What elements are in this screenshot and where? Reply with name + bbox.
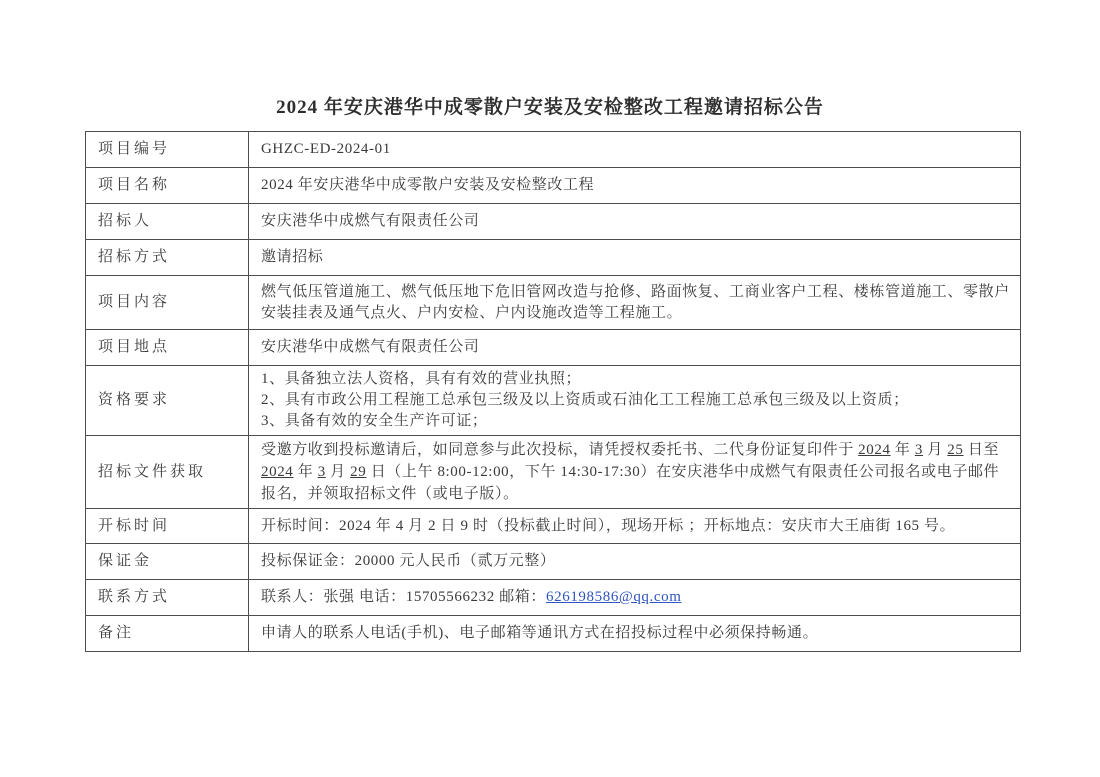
row-value: 安庆港华中成燃气有限责任公司 xyxy=(249,204,1021,240)
row-label: 资格要求 xyxy=(86,366,249,436)
row-label: 招标方式 xyxy=(86,240,249,276)
row-value: 2024 年安庆港华中成零散户安装及安检整改工程 xyxy=(249,168,1021,204)
email-link[interactable]: 626198586@qq.com xyxy=(546,589,682,605)
row-label: 开标时间 xyxy=(86,509,249,544)
table-row xyxy=(86,204,1021,240)
row-label: 项目地点 xyxy=(86,330,249,366)
table-row xyxy=(86,168,1021,204)
page-title: 2024 年安庆港华中成零散户安装及安检整改工程邀请招标公告 xyxy=(276,97,824,118)
row-value: 安庆港华中成燃气有限责任公司 xyxy=(249,330,1021,366)
row-value: 开标时间：2024 年 4 月 2 日 9 时（投标截止时间），现场开标 ；开标地点：安庆市大王庙街 165 号。 xyxy=(249,509,1021,544)
row-label: 招标文件获取 xyxy=(86,436,249,509)
table-row xyxy=(86,366,1021,436)
contact-text: 联系人：张强 电话：15705566232 邮箱： xyxy=(261,589,547,605)
table-row xyxy=(86,276,1021,330)
row-label: 联系方式 xyxy=(86,580,249,616)
row-value xyxy=(249,436,1021,509)
row-value: GHZC-ED-2024-01 xyxy=(249,132,1021,168)
tender-info-table xyxy=(85,131,1021,652)
qualification-line: 3、具备有效的安全生产许可证； xyxy=(261,413,488,429)
row-value xyxy=(249,366,1021,436)
row-value: 投标保证金：20000 元人民币（贰万元整） xyxy=(249,544,1021,580)
table-row xyxy=(86,436,1021,509)
table-row xyxy=(86,330,1021,366)
table-row xyxy=(86,132,1021,168)
row-value: 邀请招标 xyxy=(249,240,1021,276)
table-row xyxy=(86,616,1021,652)
row-value: 燃气低压管道施工、燃气低压地下危旧管网改造与抢修、路面恢复、工商业客户工程、楼栋管道施工、零散户安装挂表及通气点火、户内安检、户内设施改造等工程施工。 xyxy=(249,276,1021,330)
row-label: 项目编号 xyxy=(86,132,249,168)
row-label: 项目内容 xyxy=(86,276,249,330)
table-row xyxy=(86,240,1021,276)
row-label: 备注 xyxy=(86,616,249,652)
table-row xyxy=(86,544,1021,580)
row-label: 招标人 xyxy=(86,204,249,240)
row-value xyxy=(249,580,1021,616)
document-acquisition-text: 受邀方收到投标邀请后，如同意参与此次投标，请凭授权委托书、二代身份证复印件于 2024 年 3 月 25 日至 2024 年 3 月 29 日（上午 8:00-12:00，下午 14:30-17:30）在安庆港华中成燃气有限责任公司报名或电子邮件报名，并领取招标文件（或电子版）。 xyxy=(261,442,1000,502)
table-row xyxy=(86,580,1021,616)
qualification-line: 1、具备独立法人资格，具有有效的营业执照； xyxy=(261,371,582,387)
table-row xyxy=(86,509,1021,544)
row-value: 申请人的联系人电话(手机)、电子邮箱等通讯方式在招投标过程中必须保持畅通。 xyxy=(249,616,1021,652)
qualification-line: 2、具有市政公用工程施工总承包三级及以上资质或石油化工工程施工总承包三级及以上资质； xyxy=(261,392,909,408)
row-label: 保证金 xyxy=(86,544,249,580)
row-label: 项目名称 xyxy=(86,168,249,204)
